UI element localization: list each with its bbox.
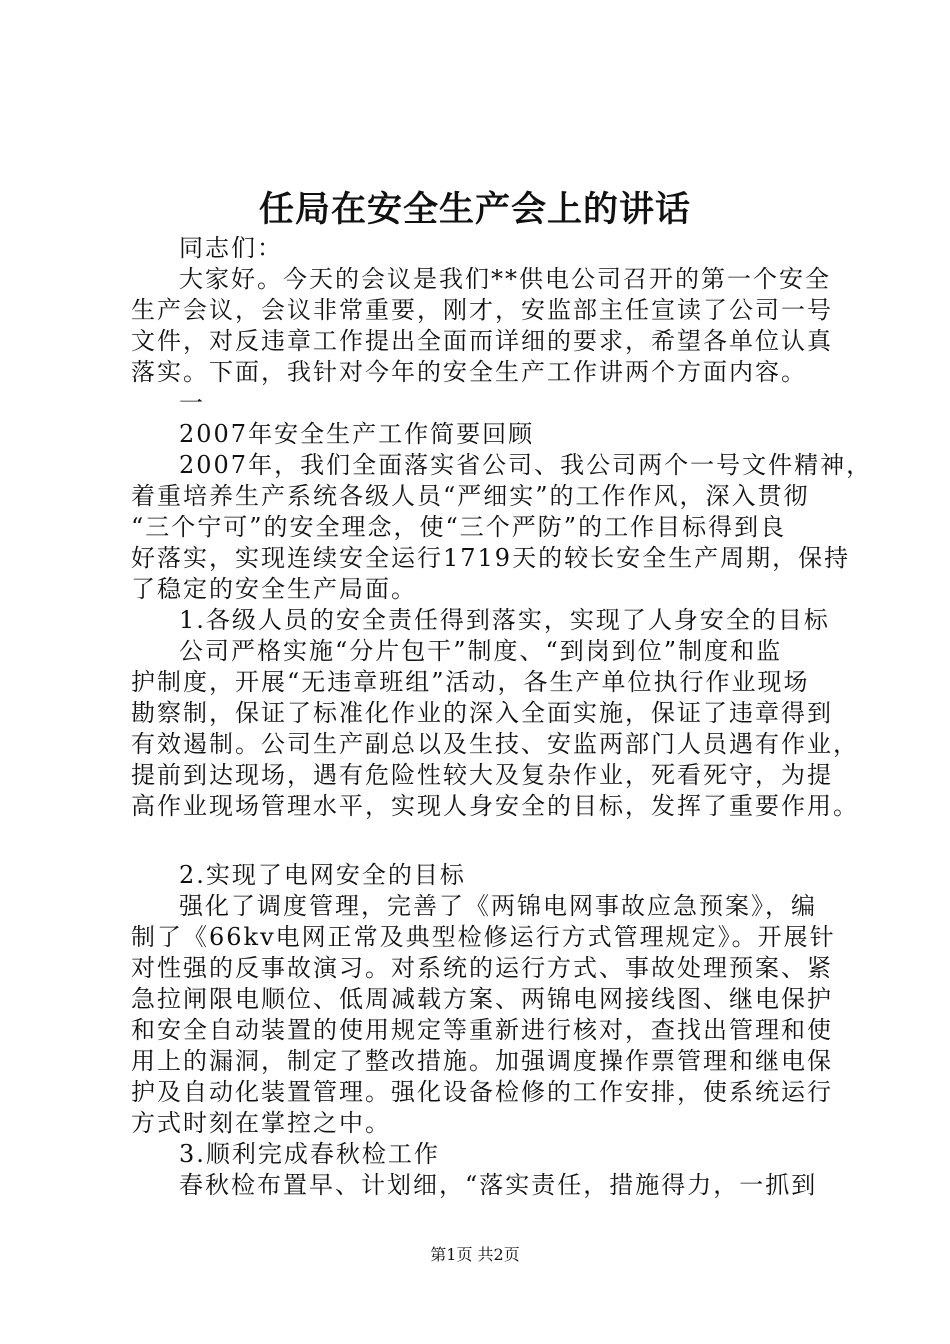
text-line: 有效遏制。公司生产副总以及生技、安监两部门人员遇有作业， bbox=[131, 730, 859, 758]
text-line: 方式时刻在掌控之中。 bbox=[131, 1109, 391, 1137]
text-line: 用上的漏洞，制定了整改措施。加强调度操作票管理和继电保 bbox=[131, 1047, 833, 1075]
text-line: “三个宁可”的安全理念，使“三个严防”的工作目标得到良 bbox=[131, 513, 787, 541]
text-line: 同志们： bbox=[179, 234, 283, 262]
text-line: 2007年，我们全面落实省公司、我公司两个一号文件精神， bbox=[179, 451, 873, 479]
page-title: 任局在安全生产会上的讲话 bbox=[258, 189, 691, 230]
text-line: 2.实现了电网安全的目标 bbox=[179, 861, 466, 889]
text-line: 一 bbox=[179, 389, 205, 417]
text-line: 春秋检布置早、计划细，“落实责任，措施得力，一抓到 bbox=[179, 1171, 818, 1199]
text-line: 文件，对反违章工作提出全面而详细的要求，希望各单位认真 bbox=[131, 327, 833, 355]
text-line: 2007年安全生产工作简要回顾 bbox=[179, 420, 535, 448]
text-line: 着重培养生产系统各级人员“严细实”的工作作风，深入贯彻 bbox=[131, 482, 810, 510]
text-line: 公司严格实施“分片包干”制度、“到岗到位”制度和监 bbox=[179, 637, 783, 665]
text-line: 制了《66kv电网正常及典型检修运行方式管理规定》。开展针 bbox=[131, 923, 836, 951]
text-line: 落实。下面，我针对今年的安全生产工作讲两个方面内容。 bbox=[131, 358, 807, 386]
text-line: 对性强的反事故演习。对系统的运行方式、事故处理预案、紧 bbox=[131, 954, 833, 982]
blank-line bbox=[131, 822, 843, 860]
text-line: 护制度，开展“无违章班组”活动，各生产单位执行作业现场 bbox=[131, 668, 810, 696]
page-number: 第1页 共2页 bbox=[430, 1245, 520, 1264]
text-line: 高作业现场管理水平，实现人身安全的目标，发挥了重要作用。 bbox=[131, 792, 859, 820]
text-line: 和安全自动装置的使用规定等重新进行核对，查找出管理和使 bbox=[131, 1016, 833, 1044]
text-line: 3.顺利完成春秋检工作 bbox=[179, 1140, 440, 1168]
text-line: 勘察制，保证了标准化作业的深入全面实施，保证了违章得到 bbox=[131, 699, 833, 727]
text-line: 护及自动化装置管理。强化设备检修的工作安排，使系统运行 bbox=[131, 1078, 833, 1106]
text-line: 急拉闸限电顺位、低周减载方案、两锦电网接线图、继电保护 bbox=[131, 985, 833, 1013]
text-line: 强化了调度管理，完善了《两锦电网事故应急预案》，编 bbox=[179, 892, 817, 920]
text-line: 了稳定的安全生产局面。 bbox=[131, 575, 417, 603]
text-line: 提前到达现场，遇有危险性较大及复杂作业，死看死守，为提 bbox=[131, 761, 833, 789]
text-line: 生产会议，会议非常重要，刚才，安监部主任宣读了公司一号 bbox=[131, 296, 833, 324]
text-line: 1.各级人员的安全责任得到落实，实现了人身安全的目标 bbox=[179, 606, 830, 634]
text-line: 大家好。今天的会议是我们**供电公司召开的第一个安全 bbox=[179, 265, 831, 293]
text-line: 好落实，实现连续安全运行1719天的较长安全生产周期，保持 bbox=[131, 544, 851, 572]
document-body bbox=[131, 233, 873, 1201]
